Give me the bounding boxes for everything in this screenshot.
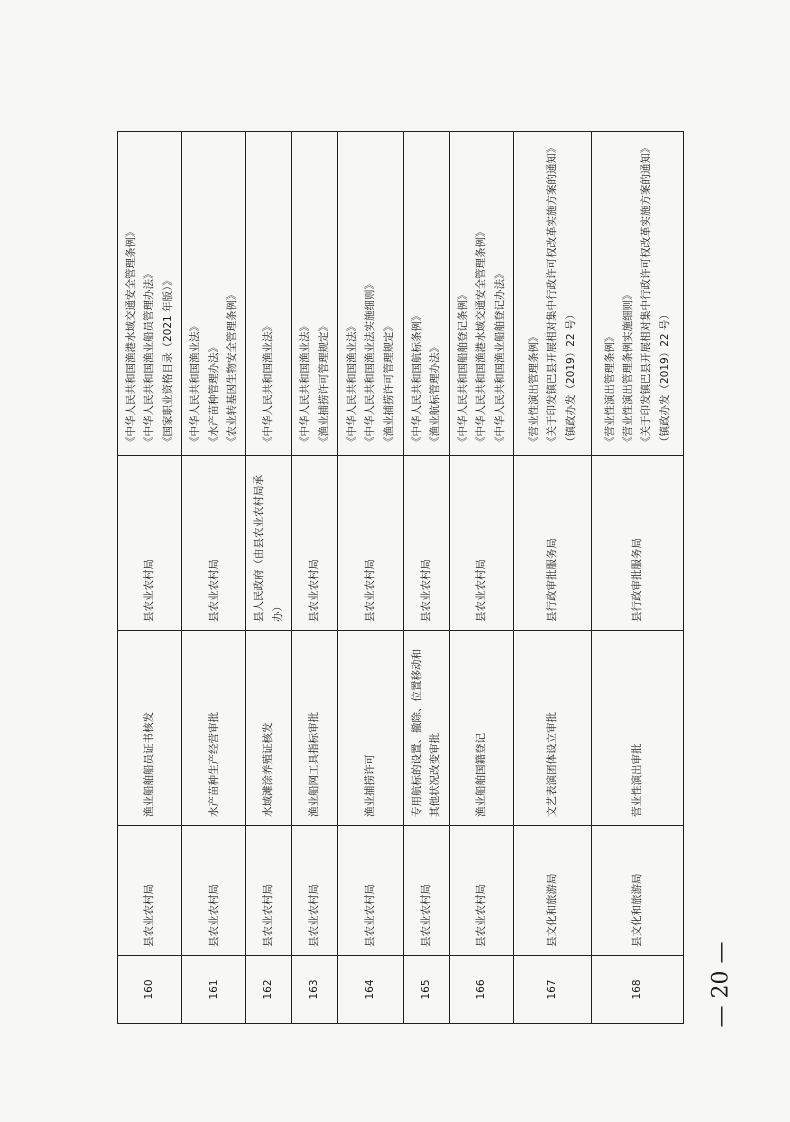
legal-basis-cell	[246, 132, 292, 456]
table-row	[182, 132, 246, 1024]
item-name-cell: 文艺表演团体设立审批	[513, 631, 591, 826]
legal-basis-line: 《中华人民共和国渔业法》	[189, 321, 202, 447]
department-cell: 县农业农村局	[118, 826, 182, 956]
department-cell: 县农业农村局	[182, 826, 246, 956]
approval-items-table	[117, 131, 684, 1024]
legal-basis-cell	[449, 132, 513, 456]
item-name-cell: 渔业船网工具指标审批	[292, 631, 338, 826]
row-number: 165	[404, 956, 450, 1024]
implementing-org-cell: 县行政审批服务局	[513, 456, 591, 631]
item-name-cell: 营业性演出审批	[591, 631, 683, 826]
department-cell: 县农业农村局	[449, 826, 513, 956]
legal-basis-line: 《农业转基因生物安全管理条例》	[225, 289, 238, 447]
legal-basis-cell	[338, 132, 404, 456]
legal-basis-line: 《中华人民共和国渔港水域交通安全管理条例》	[475, 226, 488, 447]
table-row	[246, 132, 292, 1024]
legal-basis-line: 《中华人民共和国渔业法》	[262, 321, 275, 447]
legal-basis-line: 《中华人民共和国渔业法》	[299, 321, 312, 447]
legal-basis-line: 《渔业捕捞许可管理规定》	[382, 321, 395, 447]
implementing-org-cell: 县农业农村局	[182, 456, 246, 631]
page-number: — 20 —	[708, 941, 734, 1028]
table-row	[292, 132, 338, 1024]
implementing-org-cell: 县行政审批服务局	[591, 456, 683, 631]
legal-basis-line: 《渔业捕捞许可管理规定》	[317, 321, 330, 447]
implementing-org-cell: 县农业农村局	[292, 456, 338, 631]
table-row	[591, 132, 683, 1024]
item-name-cell: 渔业捕捞许可	[338, 631, 404, 826]
legal-basis-cell	[404, 132, 450, 456]
table-row	[513, 132, 591, 1024]
legal-basis-line: 《水产苗种管理办法》	[207, 342, 220, 447]
legal-basis-line: 《中华人民共和国渔业船员管理办法》	[143, 268, 156, 447]
table-row	[118, 132, 182, 1024]
row-number: 161	[182, 956, 246, 1024]
legal-basis-line: 《营业性演出管理条例实施细则》	[622, 289, 634, 447]
item-name-cell: 渔业船舶船员证书核发	[118, 631, 182, 826]
legal-basis-line: 《中华人民共和国船舶登记条例》	[456, 289, 469, 447]
row-number: 163	[292, 956, 338, 1024]
implementing-org-cell: 县农业农村局	[449, 456, 513, 631]
legal-basis-line: 《中华人民共和国渔业船舶登记办法》	[493, 268, 506, 447]
table-row	[338, 132, 404, 1024]
legal-basis-cell	[182, 132, 246, 456]
row-number: 160	[118, 956, 182, 1024]
legal-basis-cell	[118, 132, 182, 456]
legal-basis-cell	[591, 132, 683, 456]
implementing-org-cell: 县农业农村局	[118, 456, 182, 631]
legal-basis-line: 《营业性演出管理条例》	[527, 331, 540, 447]
legal-basis-line: 《中华人民共和国渔业法实施细则》	[364, 279, 377, 447]
row-number: 166	[449, 956, 513, 1024]
legal-basis-line: 《国家职业资格目录（2021 年版）》	[161, 275, 174, 447]
rotated-page	[117, 132, 671, 1024]
department-cell: 县农业农村局	[338, 826, 404, 956]
legal-basis-line: 《中华人民共和国渔业法》	[345, 321, 358, 447]
legal-basis-line: 《关于印发镇巴县开展相对集中行政许可权改革实施方案的通知》（镇政办发（2019）22 号）	[640, 142, 671, 447]
implementing-org-cell: 县人民政府（由县农业农村局承办）	[246, 456, 292, 631]
implementing-org-cell: 县农业农村局	[338, 456, 404, 631]
legal-basis-cell	[292, 132, 338, 456]
department-cell: 县文化和旅游局	[513, 826, 591, 956]
legal-basis-line: 《中华人民共和国航标条例》	[411, 310, 423, 447]
row-number: 168	[591, 956, 683, 1024]
row-number: 164	[338, 956, 404, 1024]
item-name-cell: 水域滩涂养殖证核发	[246, 631, 292, 826]
department-cell: 县农业农村局	[292, 826, 338, 956]
item-name-cell: 渔业船舶国籍登记	[449, 631, 513, 826]
table-row	[449, 132, 513, 1024]
department-cell: 县农业农村局	[246, 826, 292, 956]
row-number: 162	[246, 956, 292, 1024]
department-cell: 县文化和旅游局	[591, 826, 683, 956]
table-row	[404, 132, 450, 1024]
item-name-cell: 水产苗种生产经营审批	[182, 631, 246, 826]
legal-basis-line: 《关于印发镇巴县开展相对集中行政许可权改革实施方案的通知》（镇政办发（2019）22 号）	[546, 142, 577, 447]
legal-basis-line: 《渔业航标管理办法》	[429, 342, 442, 447]
row-number: 167	[513, 956, 591, 1024]
department-cell: 县农业农村局	[404, 826, 450, 956]
legal-basis-line: 《中华人民共和国渔港水域交通安全管理条例》	[125, 226, 137, 447]
legal-basis-cell	[513, 132, 591, 456]
legal-basis-line: 《营业性演出管理条例》	[603, 331, 616, 447]
item-name-cell: 专用航标的设置、撤除、位置移动和其他状况改变审批	[404, 631, 450, 826]
implementing-org-cell: 县农业农村局	[404, 456, 450, 631]
